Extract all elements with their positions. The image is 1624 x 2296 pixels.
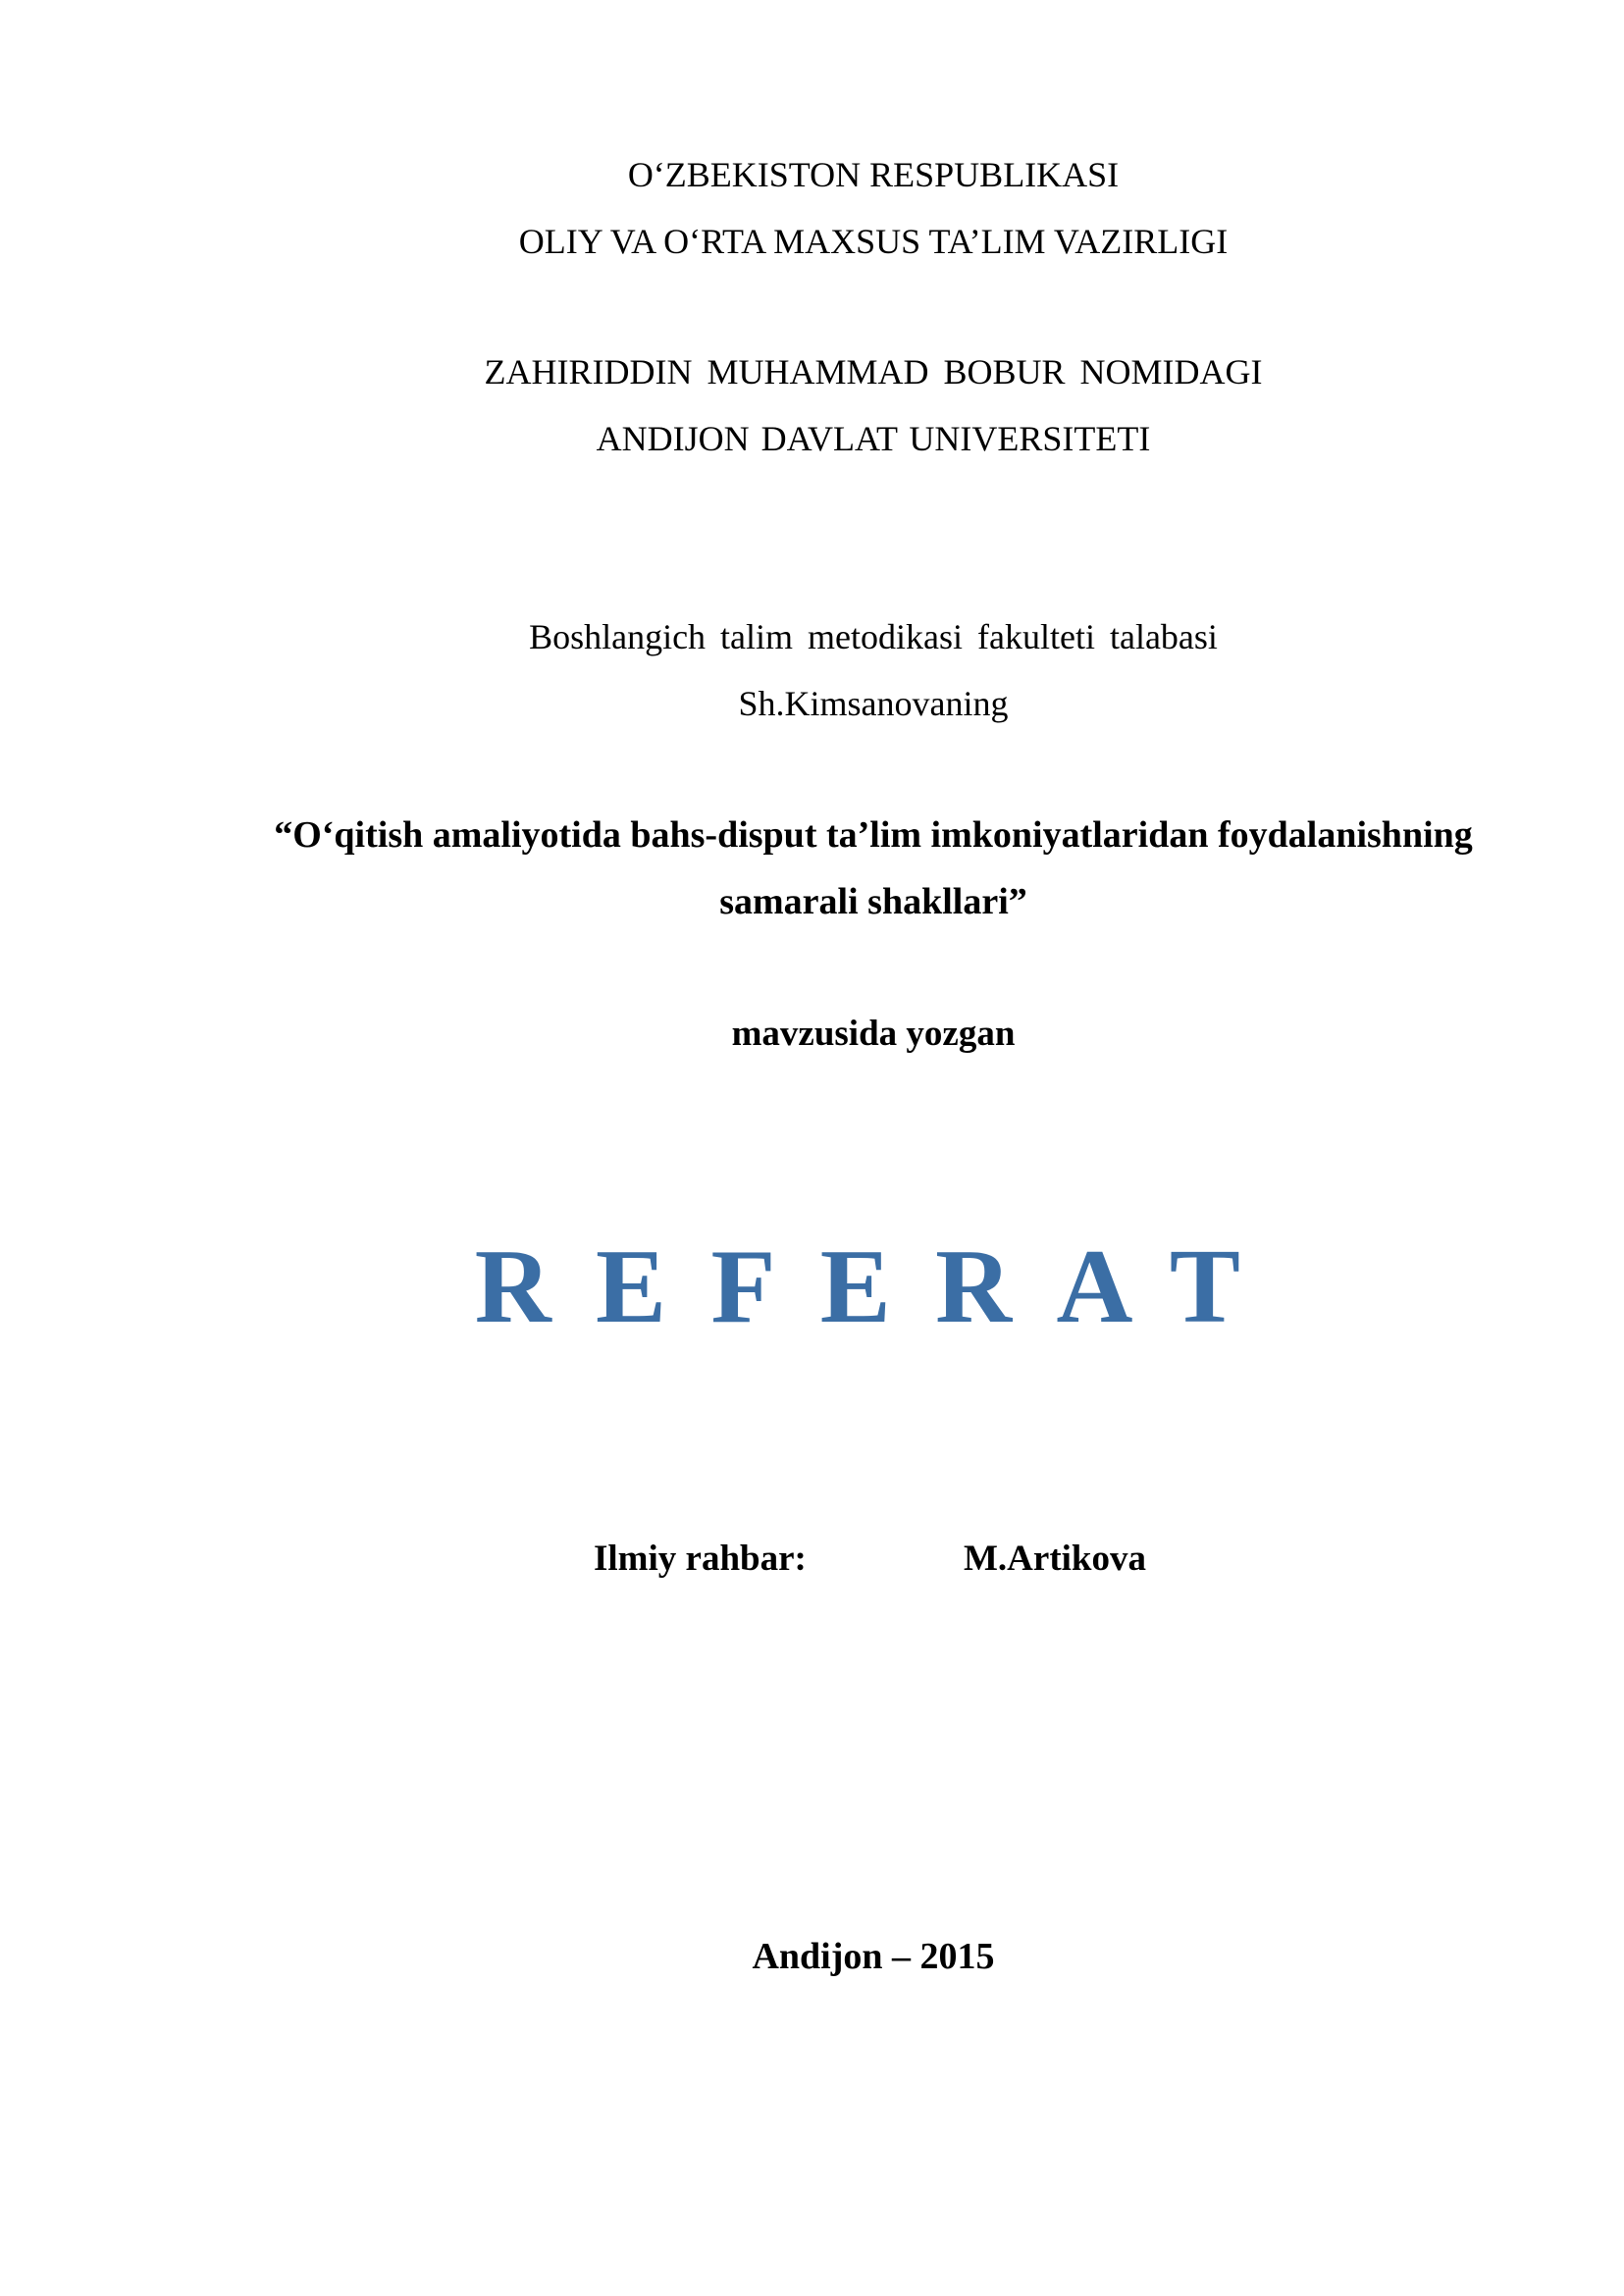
advisor-name: M.Artikova (964, 1539, 1146, 1579)
faculty-student-line: Boshlangich talim metodikasi fakulteti talabasi (529, 617, 1218, 656)
city-year: Andijon – 2015 (752, 1936, 995, 1977)
university-name-line1: ZAHIRIDDIN MUHAMMAD BOBUR NOMIDAGI (484, 352, 1263, 391)
topic-title-line2: samarali shakllari” (719, 881, 1027, 922)
written-on-topic: mavzusida yozgan (731, 1014, 1016, 1054)
student-name: Sh.Kimsanovaning (738, 684, 1009, 723)
advisor-label: Ilmiy rahbar: (594, 1539, 807, 1579)
topic-title-line1: “O‘qitish amaliyotida bahs-disput ta’lim imkoniyatlaridan foydalanishning (274, 814, 1473, 856)
document-type-title: REFERAT (474, 1228, 1285, 1345)
republic-heading: O‘ZBEKISTON RESPUBLIKASI (627, 155, 1120, 194)
university-name-line2: ANDIJON DAVLAT UNIVERSITETI (596, 419, 1151, 458)
ministry-heading: OLIY VA O‘RTA MAXSUS TA’LIM VAZIRLIGI (518, 222, 1229, 261)
